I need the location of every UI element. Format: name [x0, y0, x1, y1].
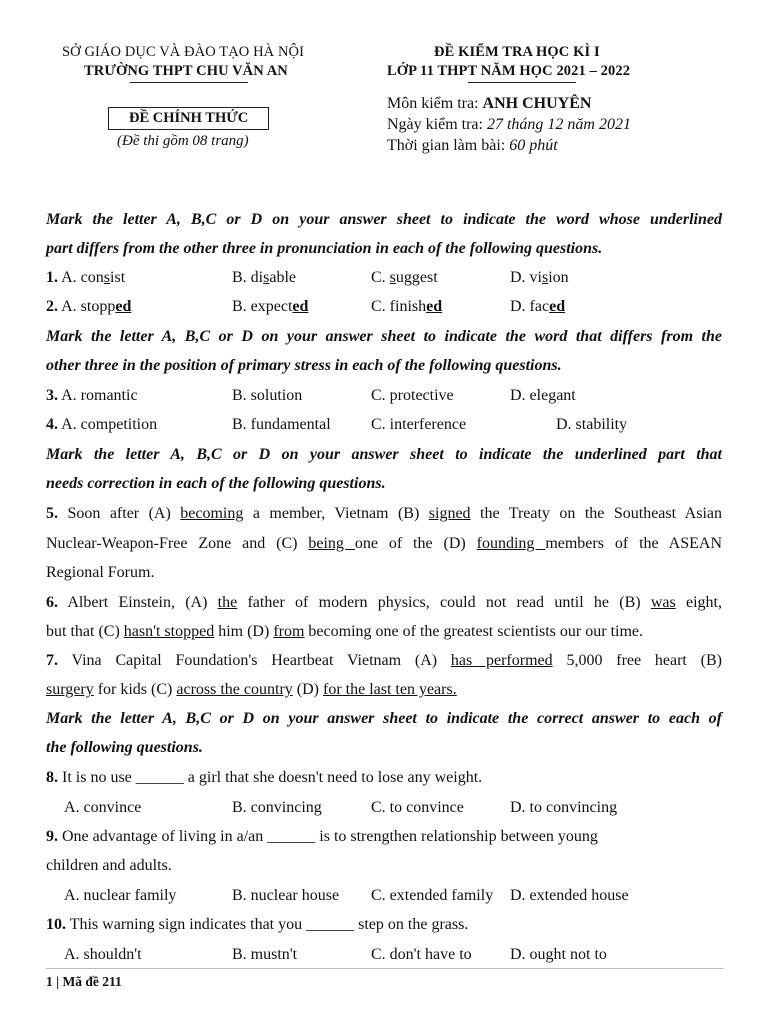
date-value: 27 tháng 12 năm 2021 [486, 116, 631, 133]
section-3-text-1: Mark the letter A, B,C or D on your answer sheet to indicate the underlined part that [46, 446, 722, 463]
exam-grade-year: LỚP 11 THPT NĂM HỌC 2021 – 2022 [387, 63, 631, 79]
question-stem: It is no use ______ a girl that she doesn't need to lose any weight. [58, 769, 483, 786]
question-10 [46, 915, 468, 935]
department-name: SỞ GIÁO DỤC VÀ ĐÀO TẠO HÀ NỘI [62, 44, 305, 60]
question-9-line1 [46, 827, 598, 847]
official-exam-box: ĐỀ CHÍNH THỨC [108, 107, 269, 130]
subject-line [387, 95, 591, 113]
date-label: Ngày kiểm tra: [387, 116, 487, 133]
section-2-text-1: Mark the letter A, B,C or D on your answer sheet to indicate the word that differs from the [46, 328, 722, 345]
q1-option-c[interactable]: C. suggest [371, 269, 438, 286]
q2-option-d[interactable]: D. faced [510, 298, 566, 315]
q1-option-b[interactable]: B. disable [232, 269, 297, 286]
section-4-text-1: Mark the letter A, B,C or D on your answer sheet to indicate the correct answer to each of [46, 710, 722, 727]
q9-option-c[interactable]: C. extended family [371, 887, 494, 904]
question-6-line2: but that (C) hasn't stopped him (D) from becoming one of the greatest scientists our our time. [46, 623, 643, 640]
option-a[interactable]: A. romantic [61, 387, 138, 404]
q4-option-d[interactable]: D. stability [556, 416, 628, 433]
q3-option-d[interactable]: D. elegant [510, 387, 576, 404]
q10-option-a[interactable]: A. shouldn't [64, 946, 142, 963]
question-number: 9. [46, 828, 58, 845]
school-name: TRƯỜNG THPT CHU VĂN AN [84, 63, 288, 79]
question-number: 3. [46, 387, 58, 404]
time-value: 60 phút [509, 137, 558, 154]
section-1-text-1: Mark the letter A, B,C or D on your answer sheet to indicate the word whose underlined [46, 211, 722, 228]
q1-option-d[interactable]: D. vision [510, 269, 569, 286]
exam-code: Mã đề 211 [62, 974, 122, 989]
q3-option-b[interactable]: B. solution [232, 387, 303, 404]
option-a[interactable]: A. competition [61, 416, 158, 433]
section-1-instruction-line1 [46, 210, 722, 230]
footer-separator: | [52, 974, 63, 989]
question-8 [46, 768, 482, 788]
footer-divider [46, 968, 724, 969]
question-stem: One advantage of living in a/an ______ is to strengthen relationship between young [58, 828, 598, 845]
question-1 [46, 268, 125, 288]
q10-option-d[interactable]: D. ought not to [510, 946, 607, 963]
question-stem: This warning sign indicates that you ______ step on the grass. [66, 916, 469, 933]
question-9-line2: children and adults. [46, 857, 172, 874]
question-5-line1 [46, 504, 722, 524]
question-5-line3: Regional Forum. [46, 564, 155, 581]
exam-title: ĐỀ KIỂM TRA HỌC KÌ I [434, 44, 600, 60]
question-number: 2. [46, 298, 58, 315]
q8-option-d[interactable]: D. to convincing [510, 799, 618, 816]
q2-option-c[interactable]: C. finished [371, 298, 443, 315]
section-3-instruction-line2: needs correction in each of the following questions. [46, 475, 386, 492]
section-1-instruction-line2: part differs from the other three in pronunciation in each of the following questions. [46, 240, 603, 257]
question-7-text: 7. Vina Capital Foundation's Heartbeat Vietnam (A) has performed 5,000 free heart (B) [46, 652, 722, 669]
q3-option-c[interactable]: C. protective [371, 387, 454, 404]
question-number: 1. [46, 269, 58, 286]
page-number: 1 [46, 974, 53, 989]
date-line [387, 116, 631, 134]
q9-option-b[interactable]: B. nuclear house [232, 887, 340, 904]
section-4-instruction-line1 [46, 709, 722, 729]
question-6-line1 [46, 593, 722, 613]
question-5-line2 [46, 534, 722, 554]
question-number: 8. [46, 769, 58, 786]
q10-option-c[interactable]: C. don't have to [371, 946, 472, 963]
subject-label: Môn kiểm tra: [387, 95, 483, 112]
section-4-instruction-line2: the following questions. [46, 739, 203, 756]
question-4 [46, 415, 157, 435]
question-6-text: 6. Albert Einstein, (A) the father of modern physics, could not read until he (B) was eight, [46, 594, 722, 611]
question-2 [46, 297, 131, 317]
question-7-line2: surgery for kids (C) across the country (D) for the last ten years. [46, 681, 457, 698]
exam-title-underline [468, 82, 576, 83]
q4-option-c[interactable]: C. interference [371, 416, 467, 433]
section-3-instruction-line1 [46, 445, 722, 465]
question-5-text-2: Nuclear-Weapon-Free Zone and (C) being one of the (D) founding members of the ASEAN [46, 535, 723, 552]
q8-option-b[interactable]: B. convincing [232, 799, 322, 816]
question-number: 4. [46, 416, 58, 433]
q9-option-d[interactable]: D. extended house [510, 887, 629, 904]
pages-note: (Đề thi gồm 08 trang) [117, 133, 249, 149]
option-a[interactable]: A. stopped [61, 298, 132, 315]
q8-option-c[interactable]: C. to convince [371, 799, 464, 816]
q10-option-b[interactable]: B. mustn't [232, 946, 298, 963]
time-label: Thời gian làm bài: [387, 137, 510, 154]
section-2-instruction-line2: other three in the position of primary stress in each of the following questions. [46, 357, 562, 374]
q9-option-a[interactable]: A. nuclear family [64, 887, 177, 904]
option-a[interactable]: A. consist [61, 269, 126, 286]
school-name-underline [130, 82, 248, 83]
section-2-instruction-line1 [46, 327, 722, 347]
q2-option-b[interactable]: B. expected [232, 298, 309, 315]
q8-option-a[interactable]: A. convince [64, 799, 142, 816]
question-number: 10. [46, 916, 66, 933]
time-line [387, 137, 558, 155]
subject-value: ANH CHUYÊN [482, 95, 592, 112]
question-3 [46, 386, 138, 406]
question-7-line1 [46, 651, 722, 671]
question-5-text: 5. Soon after (A) becoming a member, Vietnam (B) signed the Treaty on the Southeast Asian [46, 505, 722, 522]
q4-option-b[interactable]: B. fundamental [232, 416, 331, 433]
page-footer [46, 974, 122, 990]
